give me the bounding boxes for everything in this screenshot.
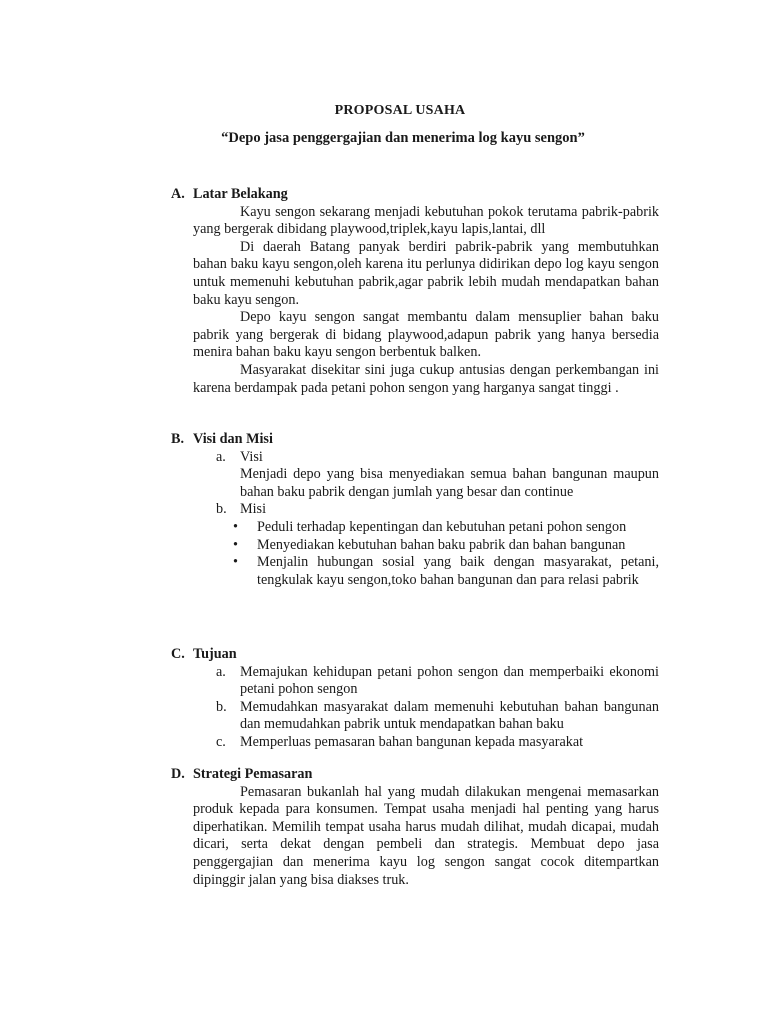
section-title: Visi dan Misi [193, 431, 273, 447]
list-marker: b. [216, 501, 227, 518]
list-marker: a. [216, 448, 226, 465]
visi-text: Menjadi depo yang bisa menyediakan semua bahan bangunan maupun bahan baku pabrik dengan jumlah yang besar dan continue [240, 466, 659, 500]
misi-bullet-item [233, 537, 659, 555]
misi-bullet-item [233, 554, 659, 589]
bullet-text: Menyediakan kebutuhan bahan baku pabrik dan bahan bangunan [257, 536, 626, 553]
tujuan-item [216, 664, 659, 699]
paragraph: Depo kayu sengon sangat membantu dalam mensuplier bahan baku pabrik yang bergerak di bidang playwood,adapun pabrik yang hanya bersedia menira bahan baku kayu sengon berbentuk balken. [193, 309, 659, 361]
section-strategi-pemasaran [171, 766, 659, 889]
bullet-icon: • [233, 554, 238, 571]
paragraph: Di daerah Batang panyak berdiri pabrik-pabrik yang membutuhkan bahan baku kayu sengon,oleh karena itu perlunya didirikan depo log kayu sengon untuk memenuhi kebutuhan pabrik,agar pabrik lebih mudah mendapatkan bahan baku kayu sengon. [193, 238, 659, 308]
paragraph: Masyarakat disekitar sini juga cukup antusias dengan perkembangan ini karena berdampak pada petani pohon sengon yang harganya sangat tinggi . [193, 361, 659, 396]
list-item-visi [216, 449, 659, 467]
document-title: PROPOSAL USAHA [334, 103, 466, 118]
section-heading [171, 186, 659, 204]
list-text: Memajukan kehidupan petani pohon sengon dan memperbaiki ekonomi petani pohon sengon [240, 663, 659, 698]
section-title: Latar Belakang [193, 186, 288, 202]
bullet-text: Peduli terhadap kepentingan dan kebutuhan petani pohon sengon [257, 518, 627, 535]
list-marker: c. [216, 733, 226, 750]
section-body [193, 784, 659, 890]
list-text: Memudahkan masyarakat dalam memenuhi kebutuhan bahan bangunan dan memudahkan pabrik untuk mendapatkan bahan baku [240, 698, 659, 733]
list-marker: b. [216, 698, 227, 715]
paragraph: Kayu sengon sekarang menjadi kebutuhan pokok terutama pabrik-pabrik yang bergerak dibidang playwood,triplek,kayu lapis,lantai, dll [193, 203, 659, 238]
list-text: Memperluas pemasaran bahan bangunan kepada masyarakat [240, 733, 584, 750]
section-body [193, 204, 659, 398]
section-title: Tujuan [193, 646, 237, 662]
section-title: Strategi Pemasaran [193, 766, 313, 782]
document-subtitle: “Depo jasa penggergajian dan menerima log kayu sengon” [221, 130, 585, 146]
paragraph: Pemasaran bukanlah hal yang mudah dilakukan mengenai memasarkan produk kepada para konsumen. Tempat usaha menjadi hal penting yang harus diperhatikan. Memilih tempat usaha harus mudah dilihat, mudah dicapai, mudah dicari, serta dekat dengan pembeli dan strategis. Membuat depo jasa penggergajian dan menerima kayu log sengon sangat cocok ditempartkan dipinggir jalan yang bisa diakses truk. [193, 783, 659, 888]
list-item-misi [216, 501, 659, 519]
list-label: Misi [240, 501, 267, 518]
section-letter: B. [171, 431, 185, 447]
bullet-icon: • [233, 536, 238, 553]
bullet-text: Menjalin hubungan sosial yang baik dengan masyarakat, petani, tengkulak kayu sengon,toko bahan bangunan dan para relasi pabrik [257, 554, 659, 588]
section-heading [171, 431, 659, 449]
section-letter: D. [171, 766, 185, 782]
section-latar-belakang [171, 186, 659, 397]
misi-bullet-item [233, 519, 659, 537]
section-heading [171, 646, 659, 664]
section-heading [171, 766, 659, 784]
list-label: Visi [240, 448, 263, 465]
tujuan-item [216, 734, 659, 752]
section-visi-misi [171, 431, 659, 589]
bullet-icon: • [233, 518, 238, 535]
list-marker: a. [216, 663, 226, 680]
section-letter: C. [171, 646, 185, 662]
section-tujuan [171, 646, 659, 752]
section-letter: A. [171, 186, 185, 202]
tujuan-item [216, 699, 659, 734]
